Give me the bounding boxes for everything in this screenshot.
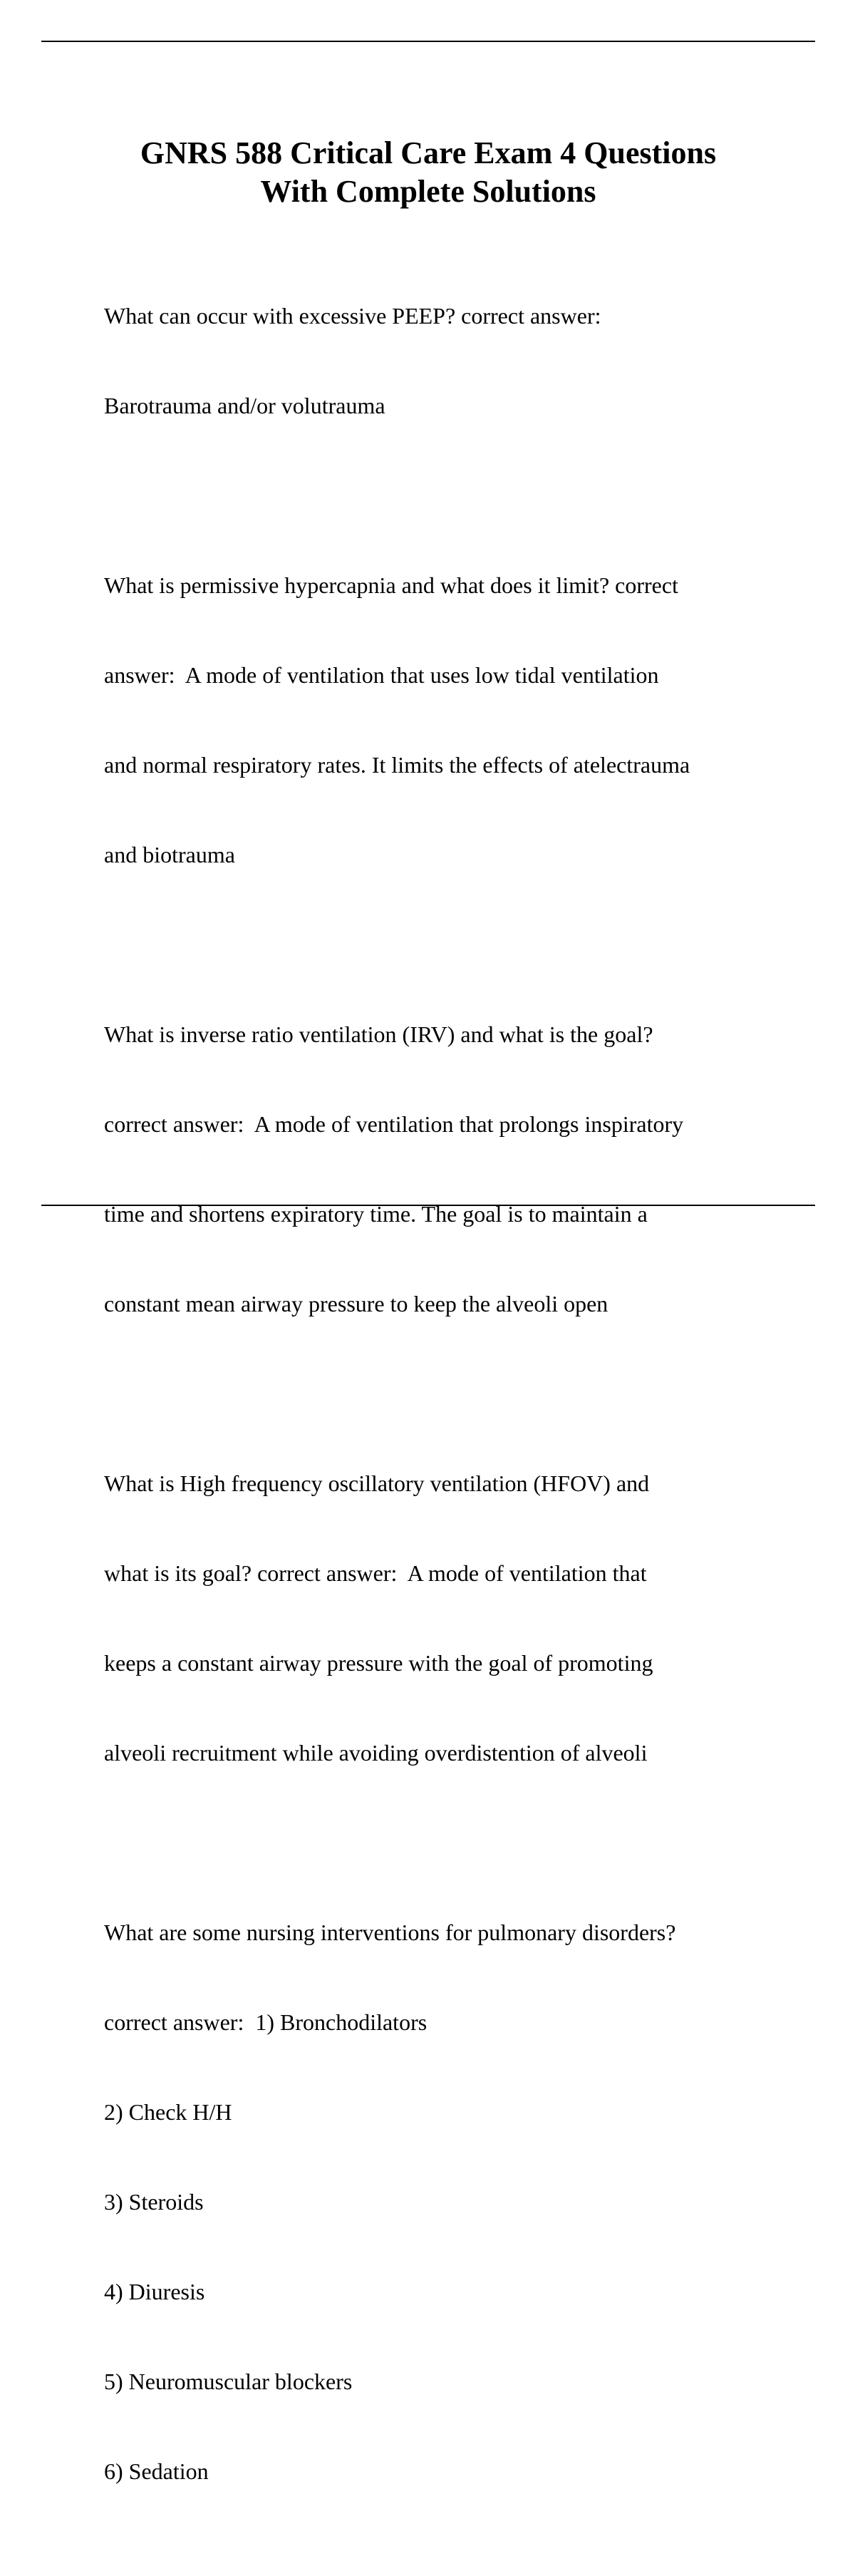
title-line-2: With Complete Solutions <box>260 174 596 209</box>
qa-line: and normal respiratory rates. It limits the effects of atelectrauma <box>104 752 690 778</box>
title-line-1: GNRS 588 Critical Care Exam 4 Questions <box>140 135 717 170</box>
qa-line: What can occur with excessive PEEP? correct answer: <box>104 303 601 329</box>
list-item: 5) Neuromuscular blockers <box>104 2369 353 2394</box>
qa-line: What are some nursing interventions for pulmonary disorders? <box>104 1920 676 1945</box>
top-rule <box>41 41 815 42</box>
qa-item-permissive-hypercapnia <box>104 510 788 929</box>
qa-line: What is inverse ratio ventilation (IRV) and what is the goal? <box>104 1021 653 1047</box>
qa-line: alveoli recruitment while avoiding overdistention of alveoli <box>104 1740 648 1766</box>
list-item: 4) Diuresis <box>104 2279 205 2304</box>
qa-line: What is High frequency oscillatory ventilation (HFOV) and <box>104 1470 650 1496</box>
list-item: 6) Sedation <box>104 2458 209 2484</box>
qa-item-peep <box>104 241 788 480</box>
qa-item-hfov <box>104 1408 788 1828</box>
qa-line: answer: A mode of ventilation that uses low tidal ventilation <box>104 662 659 688</box>
qa-line: what is its goal? correct answer: A mode of ventilation that <box>104 1560 647 1586</box>
qa-line: Barotrauma and/or volutrauma <box>104 393 385 418</box>
qa-line: time and shortens expiratory time. The goal is to maintain a <box>104 1201 648 1227</box>
qa-content <box>104 241 788 2576</box>
qa-item-irv <box>104 959 788 1379</box>
qa-line: What is permissive hypercapnia and what does it limit? correct <box>104 572 678 598</box>
qa-line: and biotrauma <box>104 842 235 867</box>
qa-line: constant mean airway pressure to keep the alveoli open <box>104 1291 608 1317</box>
qa-line: keeps a constant airway pressure with the goal of promoting <box>104 1650 653 1676</box>
bottom-rule <box>41 1205 815 1206</box>
list-item: 2) Check H/H <box>104 2099 232 2125</box>
qa-line: correct answer: A mode of ventilation that prolongs inspiratory <box>104 1111 684 1137</box>
qa-item-nursing-interventions <box>104 1858 788 2546</box>
qa-line: correct answer: 1) Bronchodilators <box>104 2009 428 2035</box>
list-item: 3) Steroids <box>104 2189 204 2215</box>
document-title <box>43 134 814 211</box>
